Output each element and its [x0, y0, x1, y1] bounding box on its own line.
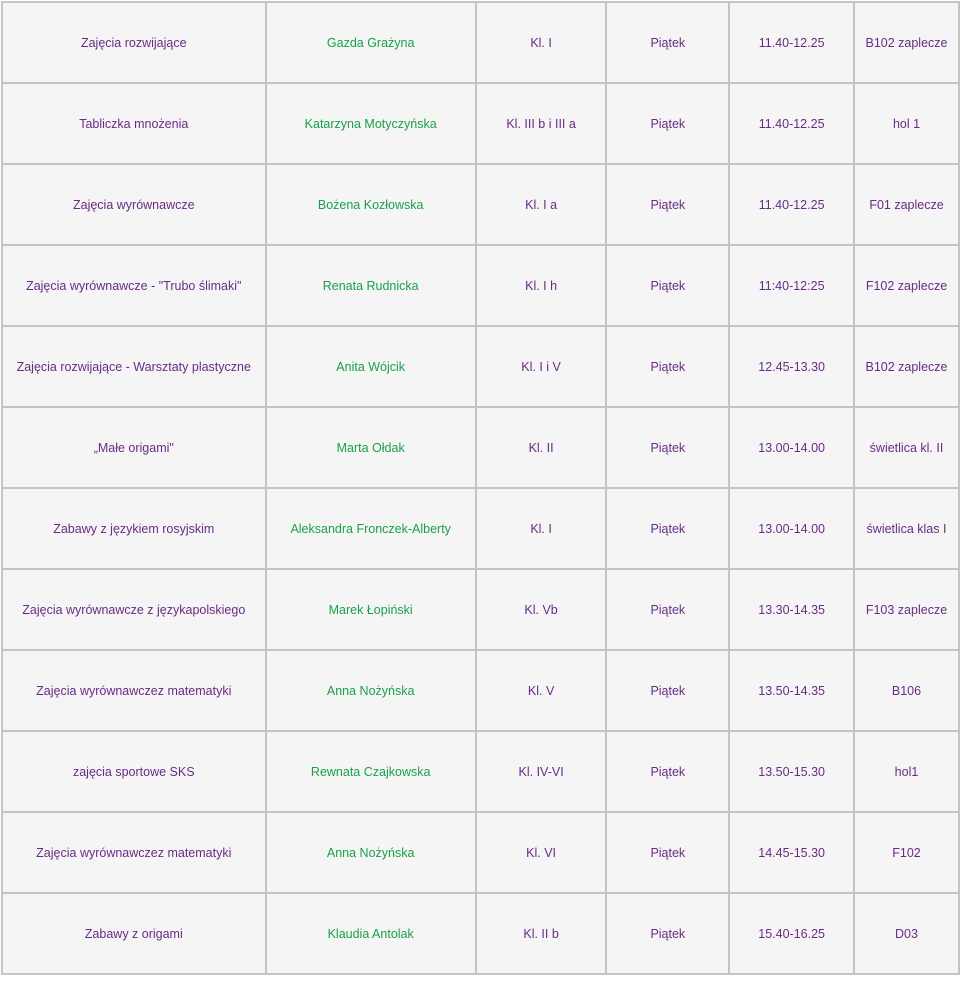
- room-cell: B102 zaplecze: [854, 2, 959, 83]
- time-cell: 11:40-12:25: [729, 245, 854, 326]
- day-cell: Piątek: [606, 812, 729, 893]
- room-cell: F01 zaplecze: [854, 164, 959, 245]
- day-cell: Piątek: [606, 407, 729, 488]
- room-cell: F103 zaplecze: [854, 569, 959, 650]
- class-cell: Kl. V: [476, 650, 607, 731]
- room-cell: B102 zaplecze: [854, 326, 959, 407]
- class-cell: Kl. II: [476, 407, 607, 488]
- table-row: [2, 569, 959, 650]
- table-row: [2, 2, 959, 83]
- day-cell: Piątek: [606, 488, 729, 569]
- teacher-cell: Klaudia Antolak: [266, 893, 476, 974]
- activity-cell: Zajęcia wyrównawcze z językapolskiego: [2, 569, 266, 650]
- room-cell: hol1: [854, 731, 959, 812]
- room-cell: świetlica klas I: [854, 488, 959, 569]
- schedule-table: [1, 1, 960, 975]
- class-cell: Kl. I: [476, 488, 607, 569]
- room-cell: F102 zaplecze: [854, 245, 959, 326]
- day-cell: Piątek: [606, 2, 729, 83]
- day-cell: Piątek: [606, 245, 729, 326]
- time-cell: 13.00-14.00: [729, 488, 854, 569]
- class-cell: Kl. I h: [476, 245, 607, 326]
- activity-cell: Tabliczka mnożenia: [2, 83, 266, 164]
- table-row: [2, 245, 959, 326]
- room-cell: D03: [854, 893, 959, 974]
- time-cell: 11.40-12.25: [729, 164, 854, 245]
- activity-cell: „Małe origami": [2, 407, 266, 488]
- class-cell: Kl. III b i III a: [476, 83, 607, 164]
- activity-cell: Zajęcia wyrównawczez matematyki: [2, 812, 266, 893]
- activity-cell: zajęcia sportowe SKS: [2, 731, 266, 812]
- activity-cell: Zabawy z origami: [2, 893, 266, 974]
- time-cell: 11.40-12.25: [729, 83, 854, 164]
- day-cell: Piątek: [606, 731, 729, 812]
- teacher-cell: Gazda Grażyna: [266, 2, 476, 83]
- teacher-cell: Anna Nożyńska: [266, 650, 476, 731]
- time-cell: 13.50-14.35: [729, 650, 854, 731]
- room-cell: B106: [854, 650, 959, 731]
- activity-cell: Zajęcia wyrównawcze - "Trubo ślimaki": [2, 245, 266, 326]
- teacher-cell: Anna Nożyńska: [266, 812, 476, 893]
- room-cell: F102: [854, 812, 959, 893]
- teacher-cell: Marek Łopiński: [266, 569, 476, 650]
- table-row: [2, 488, 959, 569]
- day-cell: Piątek: [606, 164, 729, 245]
- activity-cell: Zajęcia wyrównawcze: [2, 164, 266, 245]
- day-cell: Piątek: [606, 569, 729, 650]
- table-row: [2, 893, 959, 974]
- time-cell: 13.30-14.35: [729, 569, 854, 650]
- day-cell: Piątek: [606, 650, 729, 731]
- room-cell: świetlica kl. II: [854, 407, 959, 488]
- activity-cell: Zajęcia wyrównawczez matematyki: [2, 650, 266, 731]
- table-row: [2, 407, 959, 488]
- class-cell: Kl. I a: [476, 164, 607, 245]
- time-cell: 11.40-12.25: [729, 2, 854, 83]
- day-cell: Piątek: [606, 893, 729, 974]
- table-row: [2, 731, 959, 812]
- teacher-cell: Bożena Kozłowska: [266, 164, 476, 245]
- class-cell: Kl. VI: [476, 812, 607, 893]
- time-cell: 13.50-15.30: [729, 731, 854, 812]
- activity-cell: Zabawy z językiem rosyjskim: [2, 488, 266, 569]
- day-cell: Piątek: [606, 326, 729, 407]
- teacher-cell: Anita Wójcik: [266, 326, 476, 407]
- activity-cell: Zajęcia rozwijające - Warsztaty plastyczne: [2, 326, 266, 407]
- class-cell: Kl. I: [476, 2, 607, 83]
- time-cell: 14.45-15.30: [729, 812, 854, 893]
- class-cell: Kl. IV-VI: [476, 731, 607, 812]
- room-cell: hol 1: [854, 83, 959, 164]
- table-row: [2, 326, 959, 407]
- time-cell: 12.45-13.30: [729, 326, 854, 407]
- activity-cell: Zajęcia rozwijające: [2, 2, 266, 83]
- table-row: [2, 812, 959, 893]
- teacher-cell: Marta Ołdak: [266, 407, 476, 488]
- class-cell: Kl. Vb: [476, 569, 607, 650]
- table-row: [2, 164, 959, 245]
- teacher-cell: Rewnata Czajkowska: [266, 731, 476, 812]
- table-row: [2, 650, 959, 731]
- class-cell: Kl. II b: [476, 893, 607, 974]
- teacher-cell: Renata Rudnicka: [266, 245, 476, 326]
- time-cell: 15.40-16.25: [729, 893, 854, 974]
- table-row: [2, 83, 959, 164]
- class-cell: Kl. I i V: [476, 326, 607, 407]
- time-cell: 13.00-14.00: [729, 407, 854, 488]
- teacher-cell: Aleksandra Fronczek-Alberty: [266, 488, 476, 569]
- day-cell: Piątek: [606, 83, 729, 164]
- teacher-cell: Katarzyna Motyczyńska: [266, 83, 476, 164]
